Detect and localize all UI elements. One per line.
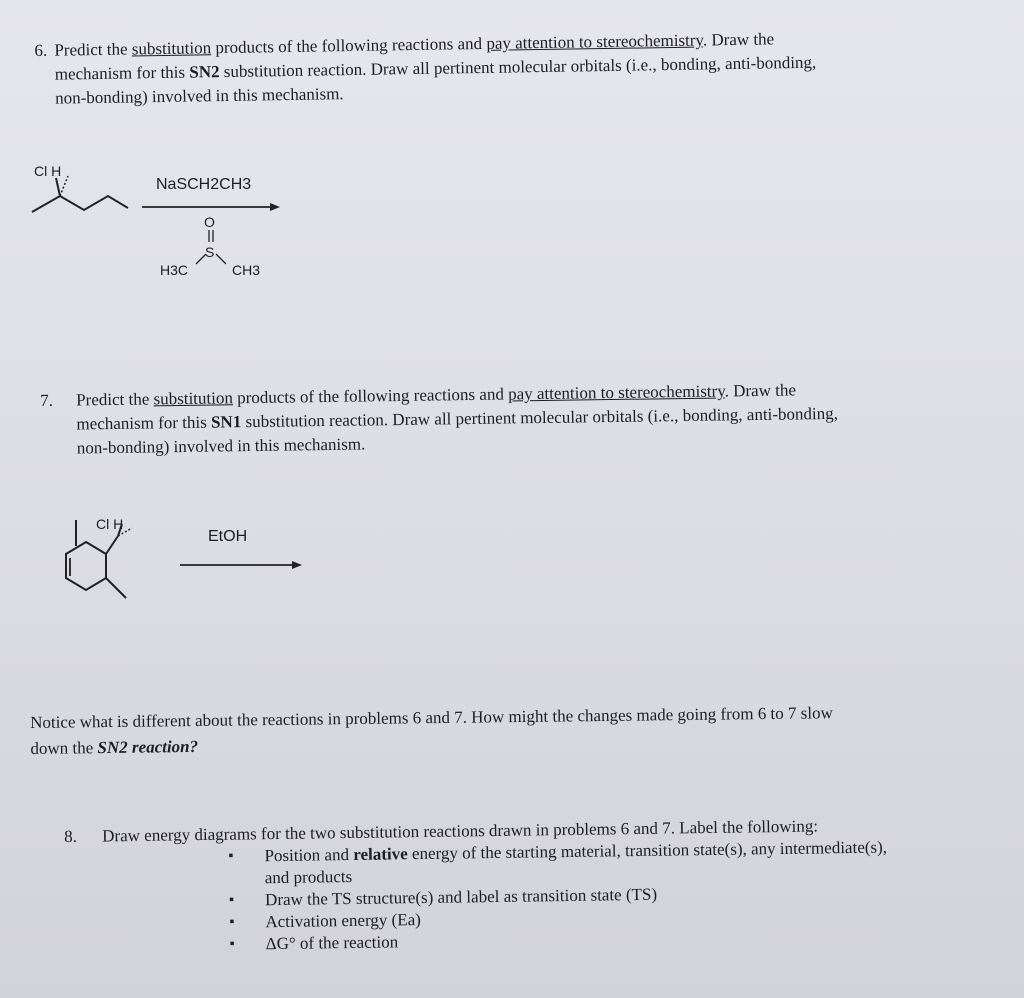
dmso-oxygen: O <box>204 214 215 230</box>
notice-question <box>30 700 990 758</box>
q7-underlined: substitution <box>153 388 234 409</box>
q6-reagent: NaSCH2CH3 <box>156 176 252 193</box>
q7-substituent-labels: Cl H <box>96 516 124 532</box>
q6-underlined: substitution <box>131 38 212 59</box>
q7-mechanism-type: SN1 <box>210 412 242 432</box>
q6-text: products of the following reactions and <box>210 33 487 58</box>
q8-intro: Draw energy diagrams for the two substitution reactions drawn in problems 6 and 7. Label the following: <box>102 816 819 846</box>
q6-text: substitution reaction. Draw all pertinent molecular orbitals (i.e., bonding, anti-bonding, <box>219 52 817 82</box>
q8-bullet: ▪ Draw the TS structure(s) and label as transition state (TS) <box>229 881 888 912</box>
q6-substituent-labels: Cl H <box>34 163 62 179</box>
question-8 <box>64 809 984 954</box>
q8-emphasis: relative <box>353 844 408 864</box>
question-number: 8. <box>64 826 78 846</box>
notice-text: Notice what is different about the reactions in problems 6 and 7. How might the changes made going from 6 to 7 slow <box>30 703 833 732</box>
question-number: 7. <box>40 390 54 410</box>
dmso-right-methyl: CH3 <box>232 262 261 278</box>
question-7 <box>40 377 990 458</box>
q7-underlined: pay attention to stereochemistry <box>507 381 725 404</box>
q8-bullet: ▪ Position and relative energy of the starting material, transition state(s), any intermediate(s), <box>228 837 887 868</box>
q6-text: non-bonding) involved in this mechanism. <box>54 84 344 108</box>
notice-text: down the <box>30 738 98 758</box>
q7-text: non-bonding) involved in this mechanism. <box>76 434 366 458</box>
q6-text: Predict the <box>54 39 132 60</box>
q6-reaction-arrow <box>142 200 282 214</box>
q7-text: mechanism for this <box>76 412 212 434</box>
q8-bullet-list <box>228 837 888 956</box>
dmso-left-methyl: H3C <box>160 262 189 278</box>
q8-bullet: ▪ Activation energy (Ea) <box>229 903 888 934</box>
q8-bullet-continuation: and products <box>264 866 353 888</box>
dmso-sulfur: S <box>205 244 215 260</box>
question-6 <box>34 11 1009 108</box>
q6-underlined: pay attention to stereochemistry <box>486 30 704 53</box>
q7-text: . Draw the <box>724 380 797 401</box>
dmso-double-bond <box>206 230 216 244</box>
q6-text: mechanism for this <box>54 62 190 84</box>
q6-text: . Draw the <box>702 29 775 50</box>
q7-reagent: EtOH <box>208 528 248 545</box>
q6-mechanism-type: SN2 <box>189 62 220 82</box>
q8-bullet: ▪ ΔG° of the reaction <box>230 925 889 956</box>
notice-emphasis: SN2 reaction? <box>97 736 199 758</box>
q7-text: products of the following reactions and <box>232 384 509 408</box>
q7-text: Predict the <box>76 389 154 410</box>
question-number: 6. <box>34 40 48 60</box>
q7-text: substitution reaction. Draw all pertinent molecular orbitals (i.e., bonding, anti-bonding, <box>241 403 839 432</box>
dmso-bonds <box>190 250 234 270</box>
q7-reaction-arrow <box>180 558 304 572</box>
